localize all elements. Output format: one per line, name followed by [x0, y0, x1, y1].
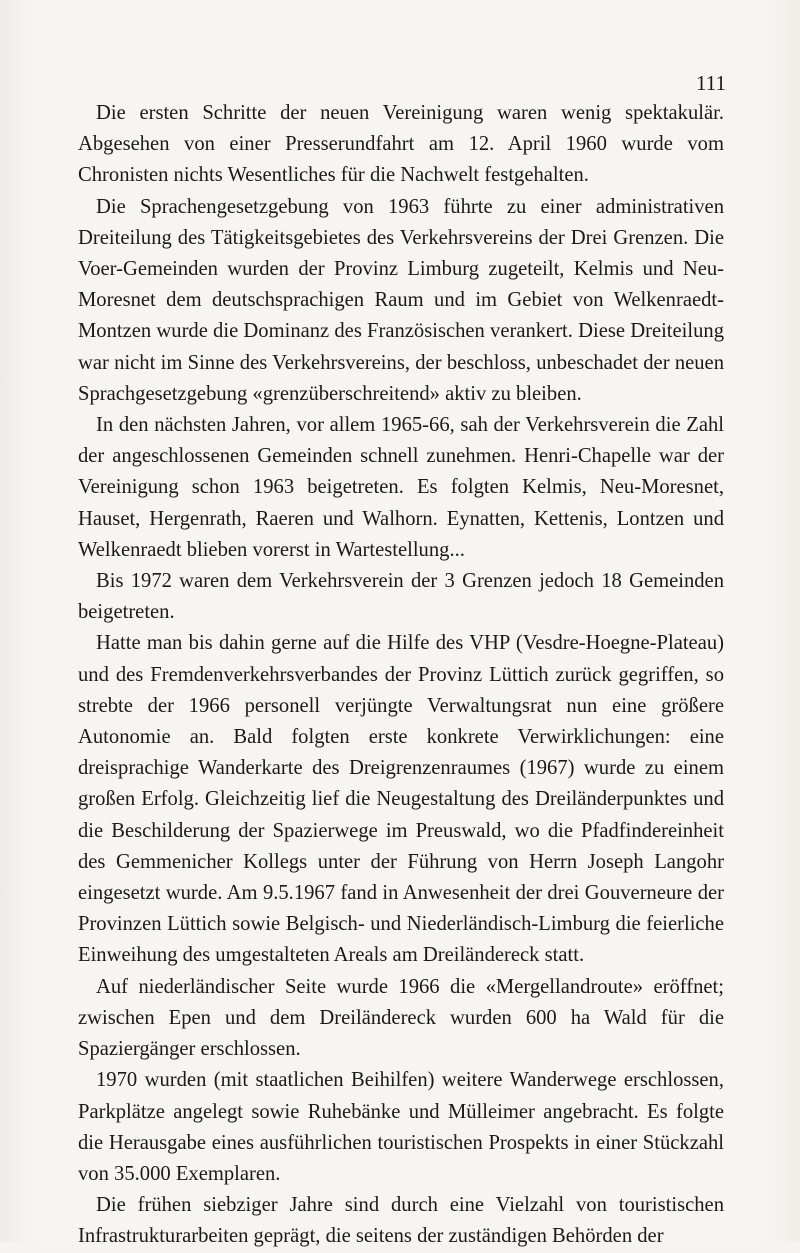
paragraph: Die ersten Schritte der neuen Vereinigung waren wenig spektakulär. Abgesehen von einer Presserundfahrt am 12. April 1960 wurde vom Chronisten nichts Wesentliches für die Nachwelt festgehalten. [78, 102, 724, 187]
page-number: 111 [696, 71, 726, 95]
body-text [78, 98, 724, 1253]
paragraph: Hatte man bis dahin gerne auf die Hilfe des VHP (Vesdre-Hoegne-Plateau) und des Fremdenverkehrsverbandes der Provinz Lüttich zurück gegriffen, so strebte der 1966 personell verjüngte Verwaltungsrat nun eine größere Autonomie an. Bald folgten erste konkrete Verwirklichungen: eine dreisprachige Wanderkarte des Dreigrenzenraumes (1967) wurde zu einem großen Erfolg. Gleichzeitig lief die Neugestaltung des Dreiländerpunktes und die Beschilderung der Spazierwege im Preuswald, wo die Pfadfindereinheit des Gemmenicher Kollegs unter der Führung von Herrn Joseph Langohr eingesetzt wurde. Am 9.5.1967 fand in Anwesenheit der drei Gouverneure der Provinzen Lüttich sowie Belgisch- und Niederländisch-Limburg die feierliche Einweihung des umgestalteten Areals am Dreiländereck statt. [78, 632, 724, 967]
paragraph: Die Sprachengesetzgebung von 1963 führte zu einer administrativen Dreiteilung des Tätigkeitsgebietes des Verkehrsvereins der Drei Grenzen. Die Voer-Gemeinden wurden der Provinz Limburg zugeteilt, Kelmis und Neu-Moresnet dem deutschsprachigen Raum und im Gebiet von Welkenraedt-Montzen wurde die Dominanz des Französischen verankert. Diese Dreiteilung war nicht im Sinne des Verkehrsvereins, der beschloss, unbeschadet der neuen Sprachgesetzgebung «grenzüberschreitend» aktiv zu bleiben. [78, 195, 724, 405]
paragraph: Auf niederländischer Seite wurde 1966 die «Mergellandroute» eröffnet; zwischen Epen und dem Dreiländereck wurden 600 ha Wald für die Spaziergänger erschlossen. [78, 975, 724, 1061]
paragraph: Die frühen siebziger Jahre sind durch eine Vielzahl von touristischen Infrastrukturarbeiten geprägt, die seitens der zuständigen Behörden der [78, 1194, 724, 1248]
paragraph: 1970 wurden (mit staatlichen Beihilfen) weitere Wanderwege erschlossen, Parkplätze angelegt sowie Ruhebänke und Mülleimer angebracht. Es folgte die Herausgabe eines ausführlichen touristischen Prospekts in einer Stückzahl von 35.000 Exemplaren. [78, 1069, 724, 1185]
paragraph: In den nächsten Jahren, vor allem 1965-66, sah der Verkehrsverein die Zahl der angeschlossenen Gemeinden schnell zunehmen. Henri-Chapelle war der Vereinigung schon 1963 beigetreten. Es folgten Kelmis, Neu-Moresnet, Hauset, Hergenrath, Raeren und Walhorn. Eynatten, Kettenis, Lontzen und Welkenraedt blieben vorerst in Wartestellung... [78, 414, 724, 561]
paragraph: Bis 1972 waren dem Verkehrsverein der 3 Grenzen jedoch 18 Gemeinden beigetreten. [78, 570, 724, 624]
